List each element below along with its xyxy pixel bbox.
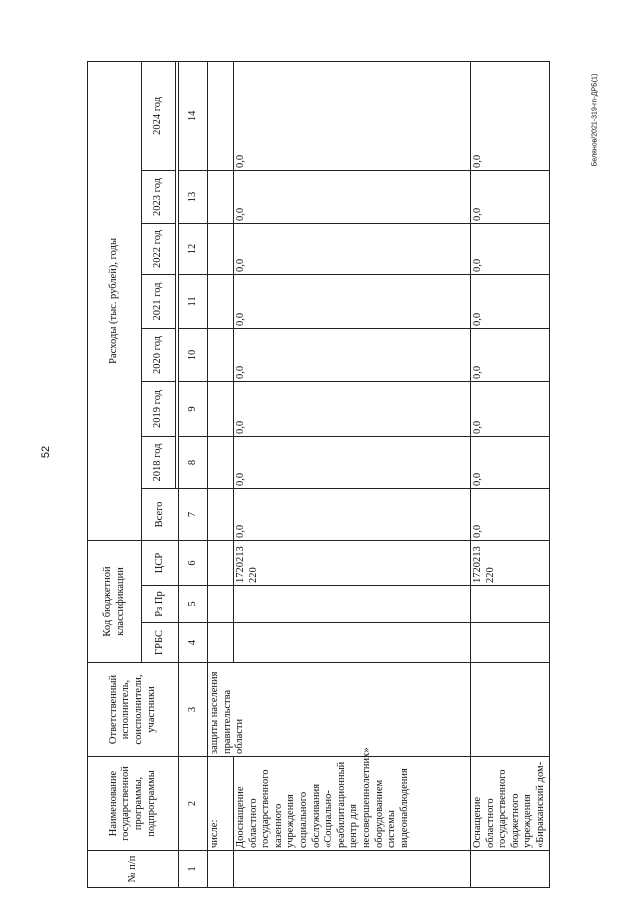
header-rzpr: Рз Пр bbox=[142, 586, 179, 623]
header-total: Всего bbox=[142, 488, 179, 540]
row-grbs bbox=[234, 623, 471, 663]
header-expenses: Расходы (тыс. рублей), годы bbox=[88, 61, 142, 540]
row-number-cell bbox=[208, 851, 234, 888]
table-row bbox=[234, 61, 471, 887]
page-number: 52 bbox=[40, 445, 52, 459]
header-grbs: ГРБС bbox=[142, 623, 179, 663]
row-executor: защиты населения правительства области bbox=[208, 663, 471, 757]
row-value bbox=[208, 328, 234, 381]
row-value-2024: 0,0 bbox=[471, 61, 550, 170]
row-value-2019: 0,0 bbox=[234, 381, 471, 436]
col-number: 2 bbox=[179, 757, 208, 851]
row-rzpr bbox=[471, 586, 550, 623]
row-csr: 1720213220 bbox=[234, 540, 471, 585]
header-name: Наименование государственной программы, подпрограммы bbox=[88, 757, 179, 851]
header-2022: 2022 год bbox=[142, 223, 176, 274]
table-row bbox=[208, 61, 234, 887]
col-number: 9 bbox=[179, 381, 208, 436]
col-number: 13 bbox=[179, 170, 208, 223]
row-value-2022: 0,0 bbox=[234, 223, 471, 274]
col-number: 6 bbox=[179, 540, 208, 585]
row-value bbox=[208, 274, 234, 328]
col-number: 5 bbox=[179, 586, 208, 623]
col-number: 4 bbox=[179, 623, 208, 663]
header-2023: 2023 год bbox=[142, 170, 176, 223]
row-rzpr bbox=[234, 586, 471, 623]
row-name: Дооснащение областного государственного казенного учреждения социального обслуживания «Социально-реабилитационный центр для несовершеннолетних» оборудованием системы видеонаблюдения bbox=[234, 757, 471, 851]
row-csr bbox=[208, 540, 234, 585]
row-value bbox=[208, 488, 234, 540]
rotated-table-container bbox=[87, 62, 546, 888]
header-budget-code: Код бюджетной классификации bbox=[88, 540, 142, 662]
header-2020: 2020 год bbox=[142, 328, 176, 381]
header-2019: 2019 год bbox=[142, 381, 176, 436]
row-value bbox=[208, 61, 234, 170]
col-number: 12 bbox=[179, 223, 208, 274]
table-row bbox=[471, 61, 550, 887]
col-number: 11 bbox=[179, 274, 208, 328]
row-total: 0,0 bbox=[234, 488, 471, 540]
row-value-2020: 0,0 bbox=[234, 328, 471, 381]
row-total: 0,0 bbox=[471, 488, 550, 540]
header-2018: 2018 год bbox=[142, 436, 176, 488]
row-value-2023: 0,0 bbox=[234, 170, 471, 223]
row-executor bbox=[471, 663, 550, 757]
row-name: Оснащение областного государственного бюджетного учреждения «Бираканский дом- bbox=[471, 757, 550, 851]
row-value-2022: 0,0 bbox=[471, 223, 550, 274]
header-2024: 2024 год bbox=[142, 61, 176, 170]
row-number-cell bbox=[471, 851, 550, 888]
col-number: 10 bbox=[179, 328, 208, 381]
col-number: 7 bbox=[179, 488, 208, 540]
row-value bbox=[208, 223, 234, 274]
row-value-2018: 0,0 bbox=[471, 436, 550, 488]
row-value-2021: 0,0 bbox=[234, 274, 471, 328]
row-value bbox=[208, 170, 234, 223]
col-number: 8 bbox=[179, 436, 208, 488]
budget-table bbox=[87, 61, 550, 888]
header-2021: 2021 год bbox=[142, 274, 176, 328]
row-name: числе: bbox=[208, 757, 234, 851]
row-grbs bbox=[208, 623, 234, 663]
row-grbs bbox=[471, 623, 550, 663]
header-executor: Ответственный исполнитель, соисполнители, участники bbox=[88, 663, 179, 757]
row-value-2019: 0,0 bbox=[471, 381, 550, 436]
table-viewport bbox=[87, 62, 546, 888]
row-value-2024: 0,0 bbox=[234, 61, 471, 170]
row-value bbox=[208, 436, 234, 488]
header-number: № п/п bbox=[88, 851, 179, 888]
header-csr: ЦСР bbox=[142, 540, 179, 585]
col-number: 3 bbox=[179, 663, 208, 757]
col-number: 1 bbox=[179, 851, 208, 888]
row-csr: 1720213220 bbox=[471, 540, 550, 585]
row-value-2023: 0,0 bbox=[471, 170, 550, 223]
row-value bbox=[208, 381, 234, 436]
row-value-2020: 0,0 bbox=[471, 328, 550, 381]
document-code: Белянов/2021-319-rn-ДРБ(1) bbox=[591, 73, 599, 167]
row-number-cell bbox=[234, 851, 471, 888]
row-value-2021: 0,0 bbox=[471, 274, 550, 328]
row-value-2018: 0,0 bbox=[234, 436, 471, 488]
col-number: 14 bbox=[179, 61, 208, 170]
row-rzpr bbox=[208, 586, 234, 623]
